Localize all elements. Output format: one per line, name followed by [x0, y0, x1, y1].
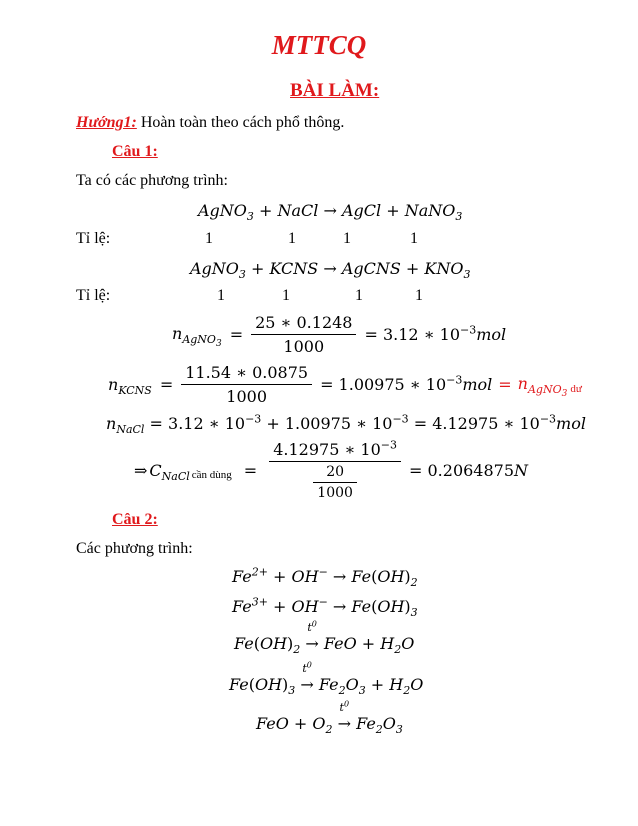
ratio-value: 1 — [288, 230, 296, 247]
ratio-label-2: Tỉ lệ: — [76, 287, 111, 304]
ratio-value: 1 — [355, 287, 363, 304]
equation-fe3-oh: $Fe^{3+} + OH^- \to Fe(OH)_3$ — [232, 595, 418, 620]
formula-n-nacl: $n_{NaCl} = 3.12$ ∗ $10^{-3} + 1.00975$ ∗ $10^{-3} = 4.12975$ ∗ $10^{-3}mol$ — [106, 412, 586, 437]
ratio-value: 1 — [205, 230, 213, 247]
document-title: MTTCQ — [271, 30, 367, 60]
equation-agno3-kcns: AgNO$_3$ + KCNS → AgCNS + $KNO_3$ — [190, 259, 471, 282]
ratio-value: 1 — [217, 287, 225, 304]
can-dung-label: cần dùng — [191, 469, 232, 481]
du-label: dư — [570, 383, 582, 395]
ratio-value: 1 — [343, 230, 351, 247]
ratio-value: 1 — [415, 287, 423, 304]
formula-n-agno3: $n_{AgNO_3}$ = $\frac{25 ∗ 0.1248}{1000}$ = 3.12 ∗ $10^{-3}$ mol — [172, 312, 507, 356]
formula-n-kcns: $n_{KCNS}$ = $\frac{11.54 ∗ 0.0875}{1000}$ = 1.00975 ∗ $10^{-3}$ mol = $n_{AgNO_3}$ dư — [108, 362, 582, 406]
equation-feo-o2: FeO + $O_2$ $t^0$ → $Fe_2O_3$ — [256, 699, 403, 737]
equation-fe2-oh: $Fe^{2+} + OH^- \to Fe(OH)_2$ — [232, 565, 418, 590]
ratio-value: 1 — [410, 230, 418, 247]
equation-feoh3-decomp: $Fe(OH)_3$ $t^0$ → $Fe_2O_3 + H_2O$ — [229, 660, 424, 698]
equation-feoh2-decomp: $Fe(OH)_2$ $t^0$ → FeO + $H_2O$ — [234, 619, 415, 657]
huong1-label: Hướng1: — [76, 114, 137, 131]
cau2-heading: Câu 2: — [112, 511, 158, 528]
huong1-line — [76, 114, 344, 132]
huong1-text: Hoàn toàn theo cách phổ thông. — [140, 114, 345, 131]
document-subtitle: BÀI LÀM: — [290, 80, 380, 101]
ratio-label-1: Tỉ lệ: — [76, 230, 111, 247]
ratio-value: 1 — [282, 287, 290, 304]
formula-c-nacl: ⇒ $C_{NaCl}$ cần dùng = $\frac{4.12975 ∗ 10^{-3}}{\frac{20}{1000}}$ = 0.2064875 N — [134, 438, 529, 501]
cau2-intro: Các phương trình: — [76, 540, 193, 557]
equation-agno3-nacl: AgNO$_3$ + NaCl → AgCl + NaNO$_3$ — [198, 201, 463, 224]
cau1-heading: Câu 1: — [112, 143, 158, 160]
cau1-intro: Ta có các phương trình: — [76, 172, 228, 189]
